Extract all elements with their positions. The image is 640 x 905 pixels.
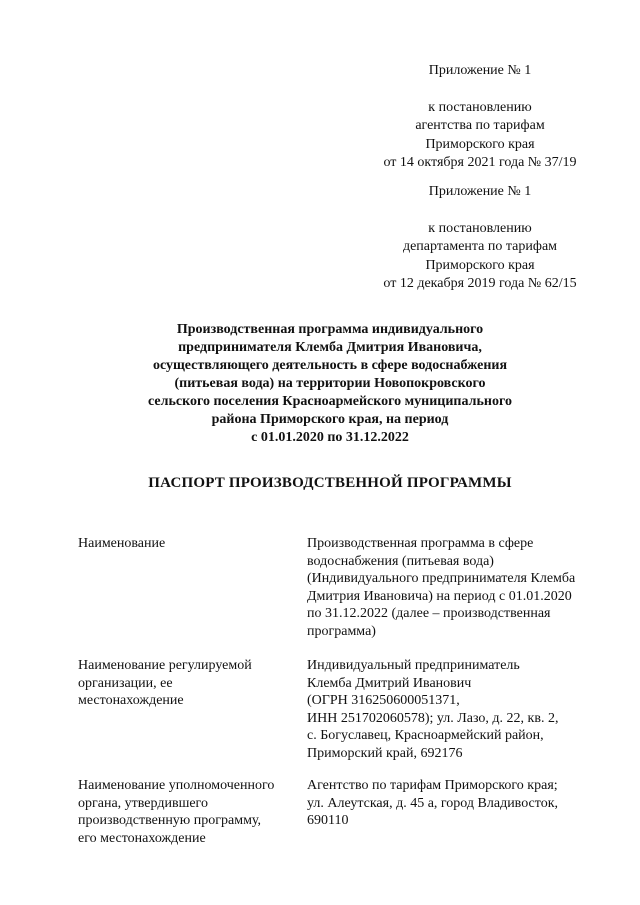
row-value (307, 657, 607, 762)
value-line: Приморский край, 692176 (307, 745, 463, 761)
label-line: местонахождение (78, 693, 184, 708)
value-line: водоснабжения (питьевая вода) (307, 553, 494, 569)
value-line: по 31.12.2022 (далее – производственная (307, 606, 551, 621)
title-line: с 01.01.2020 по 31.12.2022 (251, 430, 409, 445)
label-line: Наименование (78, 536, 166, 551)
row-label (78, 535, 298, 553)
appendix-gap (360, 81, 600, 99)
value-line: (ОГРН 316250600051371, (307, 693, 460, 708)
appendix-line: от 12 декабря 2019 года № 62/15 (383, 276, 577, 291)
passport-heading: ПАСПОРТ ПРОИЗВОДСТВЕННОЙ ПРОГРАММЫ (148, 475, 512, 491)
value-line: Индивидуальный предприниматель (307, 658, 520, 673)
value-line: Производственная программа в сфере (307, 536, 534, 551)
value-line: ул. Алеутская, д. 45 а, город Владивосток, (307, 795, 558, 811)
title-line: Производственная программа индивидуального (176, 322, 484, 337)
appendix-block-1 (360, 62, 600, 173)
label-line: Наименование регулируемой (78, 658, 252, 673)
appendix-line: департамента по тарифам (402, 239, 558, 254)
appendix-line: Приложение № 1 (428, 184, 532, 199)
value-line: (Индивидуального предпринимателя Клемба (307, 571, 576, 586)
value-line: ИНН 251702060578); ул. Лазо, д. 22, кв. 2, (307, 710, 559, 726)
appendix-line: от 14 октября 2021 года № 37/19 (383, 155, 577, 170)
label-line: организации, ее (78, 675, 173, 691)
title-line: сельского поселения Красноармейского муниципального (148, 394, 512, 409)
title-line: предпринимателя Клемба Дмитрия Ивановича, (178, 340, 482, 355)
row-value (307, 777, 607, 830)
title-line: осуществляющего деятельность в сфере водоснабжения (152, 358, 508, 373)
value-line: Клемба Дмитрий Иванович (307, 675, 472, 691)
label-line: его местонахождение (78, 830, 206, 846)
value-line: программа) (307, 623, 376, 639)
appendix-line: агентства по тарифам (415, 118, 545, 133)
appendix-line: к постановлению (428, 220, 532, 236)
label-line: производственную программу, (78, 813, 262, 828)
appendix-line: к постановлению (428, 99, 532, 115)
label-line: органа, утвердившего (78, 795, 208, 811)
row-value (307, 535, 607, 640)
label-line: Наименование уполномоченного (78, 778, 275, 793)
value-line: с. Богуславец, Красноармейский район, (307, 728, 544, 743)
appendix-line: Приложение № 1 (428, 63, 532, 78)
value-line: Дмитрия Ивановича) на период с 01.01.2020 (307, 588, 572, 604)
title-line: (питьевая вода) на территории Новопокровского (174, 376, 486, 391)
appendix-line: Приморского края (425, 136, 535, 152)
row-label (78, 777, 298, 847)
appendix-block-2 (360, 183, 600, 294)
appendix-gap (360, 202, 600, 220)
value-line: 690110 (307, 813, 349, 828)
appendix-line: Приморского края (425, 257, 535, 273)
row-label (78, 657, 298, 710)
title-line: района Приморского края, на период (211, 412, 449, 427)
document-title (110, 321, 550, 447)
value-line: Агентство по тарифам Приморского края; (307, 778, 558, 793)
